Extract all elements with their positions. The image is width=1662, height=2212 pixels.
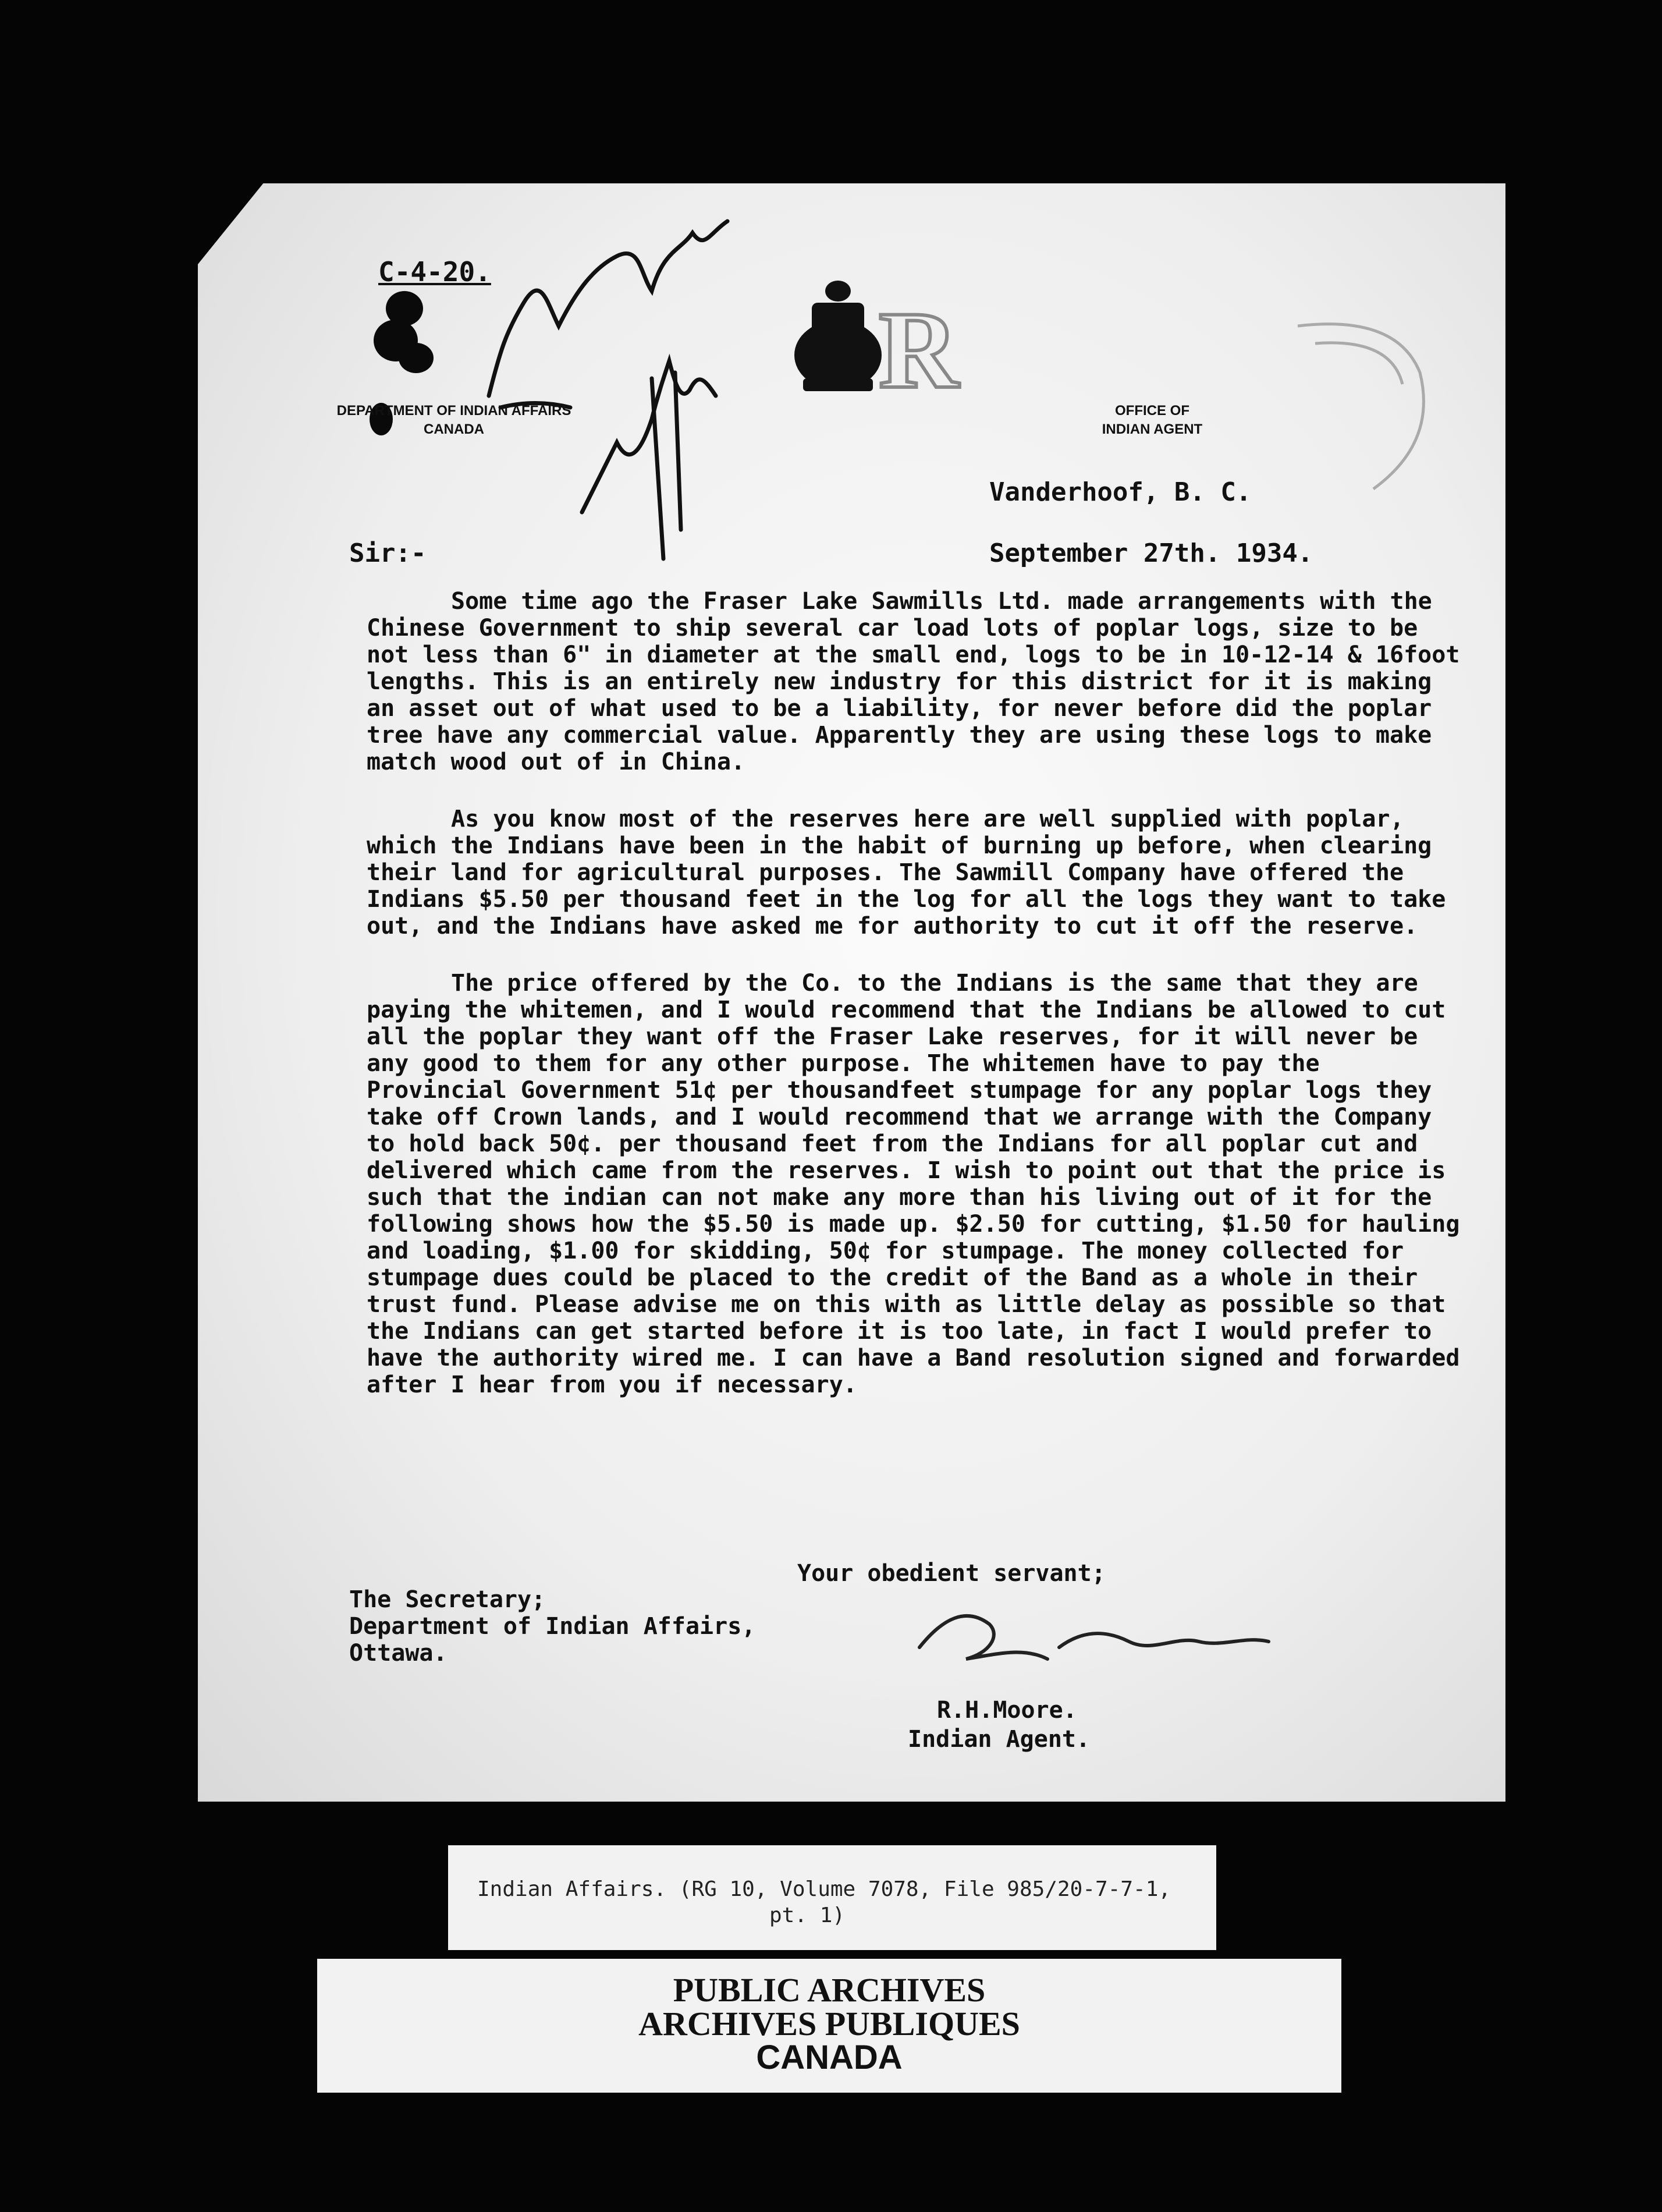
archive-stamp-line-2: ARCHIVES PUBLIQUES — [638, 2005, 1020, 2043]
archive-stamp-line-3: CANADA — [756, 2039, 903, 2076]
archive-stamp-label — [317, 1959, 1341, 2093]
paragraph-1: Some time ago the Fraser Lake Sawmills Ltd. made arrangements with the Chinese Government to ship several car load lots of poplar logs, size to be not less than 6" in diameter at the small end, logs to be in 10-12-14 & 16foot lengths. This is an entirely new industry for this district for it is making an asset out of what used to be a liability, for never before did the poplar tree have any commercial value. Apparently they are using these logs to make match wood out of in China. — [367, 588, 1460, 775]
department-line-2: CANADA — [424, 421, 484, 437]
received-stamp — [1298, 324, 1423, 489]
complimentary-close: Your obedient servant; — [797, 1560, 1106, 1587]
office-line-2: INDIAN AGENT — [1102, 421, 1203, 437]
archive-citation-label — [448, 1845, 1216, 1950]
signature — [919, 1616, 1269, 1659]
signer-title: Indian Agent. — [908, 1726, 1091, 1753]
archive-stamp-line-1: PUBLIC ARCHIVES — [673, 1971, 986, 2009]
addressee-block — [349, 1586, 755, 1667]
office-line-1: OFFICE OF — [1115, 403, 1189, 419]
paragraph-2: As you know most of the reserves here are well supplied with poplar, which the Indians have been in the habit of burning up before, when clearing their land for agricultural purposes. The Sawmill Company have offered the Indians $5.50 per thousand feet in the log for all the logs they want to take out, and the Indians have asked me for authority to cut it off the reserve. — [367, 806, 1446, 940]
citation-line-1: Indian Affairs. (RG 10, Volume 7078, File 985/20-7-7-1, — [477, 1877, 1171, 1901]
citation-line-2: pt. 1) — [769, 1903, 846, 1927]
letter-date: September 27th. 1934. — [989, 538, 1313, 568]
signer-name: R.H.Moore. — [937, 1697, 1077, 1724]
archive-stamp-text — [317, 1973, 1341, 2075]
paragraph-3: The price offered by the Co. to the Indians is the same that they are paying the whitemen, and I would recommend that the Indians be allowed to cut all the poplar they want off the Fraser Lake reserves, for it will never be any good to them for any other purpose. The whitemen have to pay the Provincial Government 51¢ per thousandfeet stumpage for any poplar logs they take off Crown lands, and I would recommend that we arrange with the Company to hold back 50¢. per thousand feet from the Indians for all poplar cut and delivered which came from the reserves. I wish to point out that the price is such that the indian can not make any more than his living out of it for the following shows how the $5.50 is made up. $2.50 for cutting, $1.50 for hauling and loading, $1.00 for skidding, 50¢ for stumpage. The money collected for stumpage dues could be placed to the credit of the Band as a whole in their trust fund. Please advise me on this with as little delay as possible so that the Indians can get started before it is too late, in fact I would prefer to have the authority wired me. I can have a Band resolution signed and forwarded after I hear from you if necessary. — [367, 970, 1460, 1398]
office-heading — [1047, 402, 1257, 439]
addressee-line-2: Department of Indian Affairs, — [349, 1613, 756, 1640]
letter-body — [367, 588, 1472, 1428]
letter-place: Vanderhoof, B. C. — [989, 477, 1252, 507]
department-line-1: DEPARTMENT OF INDIAN AFFAIRS — [336, 403, 571, 419]
coat-of-arms-icon — [794, 281, 882, 391]
salutation: Sir:- — [349, 538, 427, 568]
addressee-line-3: Ottawa. — [349, 1640, 448, 1667]
r-stamp: R — [879, 289, 959, 412]
handwritten-annotation — [489, 221, 727, 559]
addressee-line-1: The Secretary; — [349, 1586, 546, 1613]
file-reference: C-4-20. — [378, 256, 491, 288]
department-heading — [291, 402, 617, 439]
